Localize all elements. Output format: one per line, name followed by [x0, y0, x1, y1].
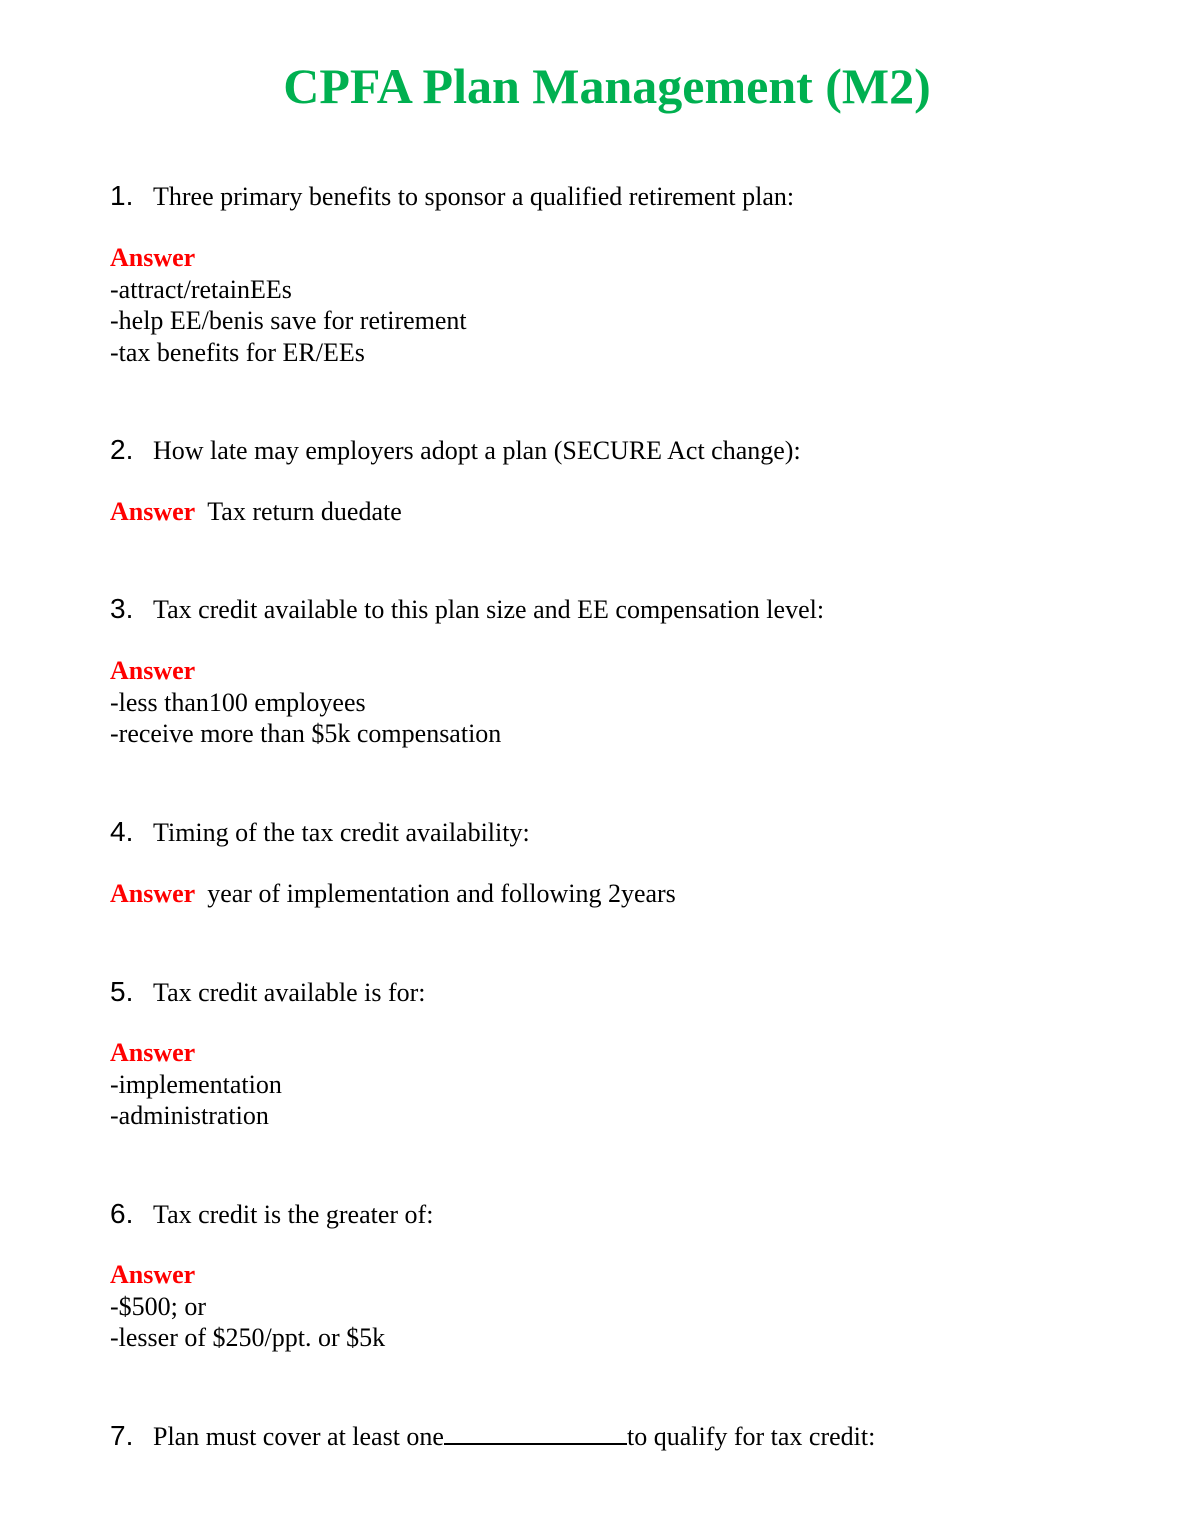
question-number: 5.: [110, 976, 134, 1007]
question-text: Tax credit available is for:: [153, 978, 426, 1007]
question-text: How late may employers adopt a plan (SECURE Act change):: [153, 436, 801, 465]
answer-label: Answer: [110, 1260, 196, 1289]
answer-item: -administration: [110, 1101, 269, 1130]
question-text-after: to qualify for tax credit:: [626, 1422, 876, 1451]
question-1: [110, 180, 794, 212]
question-7: [110, 1420, 875, 1452]
question-3: [110, 593, 824, 625]
question-number: 4.: [110, 816, 134, 847]
answer-block-6: [110, 1259, 385, 1354]
answer-item: -less than100 employees: [110, 687, 366, 717]
answer-label: Answer: [110, 243, 196, 272]
answer-item: -tax benefits for ER/EEs: [110, 337, 365, 367]
answer-label: Answer: [110, 497, 196, 526]
question-text: Tax credit is the greater of:: [153, 1200, 434, 1229]
question-number: 7.: [110, 1420, 134, 1451]
question-number: 6.: [110, 1198, 134, 1229]
answer-item: -help EE/benis save for retirement: [110, 306, 467, 335]
question-5: [110, 976, 426, 1008]
question-4: [110, 816, 530, 848]
answer-block-2: [110, 496, 402, 528]
answer-item: -receive more than $5k compensation: [110, 719, 502, 748]
answer-block-1: [110, 242, 467, 368]
fill-in-blank: [444, 1421, 627, 1445]
question-text-before: Plan must cover at least one: [153, 1422, 444, 1451]
answer-label: Answer: [110, 879, 196, 908]
page-title: CPFA Plan Management (M2): [283, 58, 931, 114]
answer-item: -attract/retainEEs: [110, 274, 292, 304]
question-number: 2.: [110, 434, 134, 465]
answer-item: -implementation: [110, 1069, 282, 1099]
answer-block-5: [110, 1037, 282, 1132]
answer-item: -$500; or: [110, 1291, 207, 1321]
question-number: 1.: [110, 180, 134, 211]
question-2: [110, 434, 801, 466]
answer-inline: Tax return duedate: [207, 497, 402, 526]
question-text: Three primary benefits to sponsor a qualified retirement plan:: [153, 182, 795, 211]
answer-label: Answer: [110, 1038, 196, 1067]
answer-block-3: [110, 655, 501, 750]
question-text: Tax credit available to this plan size and EE compensation level:: [153, 595, 825, 624]
answer-item: -lesser of $250/ppt. or $5k: [110, 1323, 386, 1352]
answer-inline: year of implementation and following 2years: [207, 879, 676, 908]
answer-block-4: [110, 878, 676, 910]
question-6: [110, 1198, 433, 1230]
question-text: Timing of the tax credit availability:: [153, 818, 530, 847]
question-number: 3.: [110, 593, 134, 624]
answer-label: Answer: [110, 656, 196, 685]
